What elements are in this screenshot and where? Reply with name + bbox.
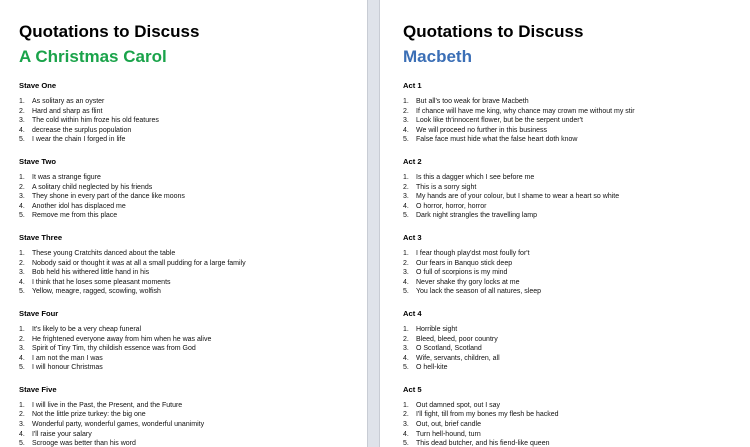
list-number: 2.: [19, 183, 25, 191]
quote-list: [19, 97, 367, 145]
quote-item: [403, 173, 750, 183]
quote-text: Out damned spot, out I say: [416, 401, 501, 409]
quote-item: [403, 268, 750, 278]
list-number: 2.: [403, 183, 409, 191]
list-number: 5.: [403, 212, 409, 220]
quote-text: Wife, servants, children, all: [416, 354, 500, 362]
list-number: 4.: [403, 202, 409, 210]
quote-item: [403, 430, 750, 440]
list-number: 5.: [19, 136, 25, 144]
quote-text: I am not the man I was: [32, 354, 103, 362]
quote-item: [19, 430, 367, 440]
quote-text: These young Cratchits danced about the table: [32, 249, 176, 257]
quote-text: If chance will have me king, why chance may crown me without my stir: [416, 107, 635, 115]
quote-item: [19, 107, 367, 117]
quote-text: O horror, horror, horror: [416, 202, 487, 210]
list-number: 5.: [19, 364, 25, 372]
list-number: 1.: [19, 249, 25, 257]
section-heading: Act 5: [403, 384, 422, 394]
quote-list: [403, 97, 750, 145]
list-number: 3.: [403, 117, 409, 125]
list-number: 2.: [19, 411, 25, 419]
list-number: 5.: [19, 288, 25, 296]
page-title: Quotations to Discuss: [19, 22, 200, 41]
section-heading: Stave Two: [19, 156, 56, 166]
quote-text: You lack the season of all natures, sleep: [416, 288, 542, 296]
quote-text: I will live in the Past, the Present, and the Future: [32, 401, 183, 409]
list-number: 1.: [403, 325, 409, 333]
list-number: 5.: [403, 364, 409, 372]
quote-item: [403, 126, 750, 136]
quote-item: [403, 116, 750, 126]
quote-text: I fear though play'dst most foully for't: [416, 249, 530, 257]
quote-text: They shone in every part of the dance like moons: [32, 193, 185, 201]
quote-text: But all's too weak for brave Macbeth: [416, 98, 529, 105]
quote-text: Remove me from this place: [32, 212, 118, 220]
section-heading: Act 4: [403, 308, 422, 318]
quote-item: [403, 192, 750, 202]
quote-text: False face must hide what the false heart doth know: [416, 136, 578, 144]
quote-text: Scrooge was better than his word: [32, 440, 136, 447]
quote-item: [403, 97, 750, 107]
list-number: 3.: [403, 193, 409, 201]
quote-item: [403, 410, 750, 420]
quote-item: [19, 363, 367, 373]
list-number: 3.: [19, 117, 25, 125]
list-number: 1.: [19, 173, 25, 181]
quote-text: Out, out, brief candle: [416, 421, 481, 429]
quote-sections: [403, 81, 750, 447]
list-number: 2.: [19, 259, 25, 267]
quote-text: It's likely to be a very cheap funeral: [32, 325, 142, 333]
quote-section: [403, 309, 750, 373]
quote-item: [403, 420, 750, 430]
quote-item: [19, 126, 367, 136]
quote-text: Spirit of Tiny Tim, thy childish essence was from God: [32, 345, 196, 353]
quote-text: decrease the surplus population: [32, 126, 132, 134]
quote-section: [19, 81, 367, 145]
quote-list: [19, 401, 367, 447]
quote-item: [403, 325, 750, 335]
quote-text: Our fears in Banquo stick deep: [416, 259, 513, 267]
quote-text: The cold within him froze his old features: [32, 117, 159, 125]
quote-item: [19, 249, 367, 259]
list-number: 2.: [403, 259, 409, 267]
quote-list: [403, 173, 750, 221]
document-page-left: [0, 0, 368, 447]
quote-item: [19, 259, 367, 269]
quote-sections: [19, 81, 367, 447]
list-number: 1.: [403, 173, 409, 181]
list-number: 2.: [403, 107, 409, 115]
list-number: 2.: [19, 107, 25, 115]
list-number: 1.: [403, 249, 409, 257]
quote-item: [403, 211, 750, 221]
list-number: 5.: [403, 288, 409, 296]
section-heading: Act 3: [403, 232, 422, 242]
list-number: 4.: [403, 278, 409, 286]
quote-item: [403, 107, 750, 117]
quote-item: [403, 344, 750, 354]
quote-text: O hell-kite: [416, 364, 448, 372]
quote-item: [19, 439, 367, 447]
section-heading: Stave Five: [19, 384, 57, 394]
quote-item: [403, 278, 750, 288]
list-number: 4.: [19, 126, 25, 134]
quote-list: [19, 249, 367, 297]
quote-item: [19, 202, 367, 212]
list-number: 3.: [19, 345, 25, 353]
quote-item: [19, 211, 367, 221]
list-number: 3.: [403, 345, 409, 353]
quote-text: O Scotland, Scotland: [416, 345, 482, 353]
quote-text: O full of scorpions is my mind: [416, 269, 508, 277]
quote-list: [403, 249, 750, 297]
quote-text: Turn hell-hound, turn: [416, 430, 481, 438]
quote-item: [19, 278, 367, 288]
quote-text: Another idol has displaced me: [32, 202, 126, 210]
quote-text: My hands are of your colour, but I shame to wear a heart so white: [416, 193, 620, 201]
quote-list: [403, 401, 750, 447]
section-heading: Stave One: [19, 81, 57, 90]
quote-item: [403, 354, 750, 364]
quote-item: [403, 287, 750, 297]
list-number: 3.: [403, 269, 409, 277]
quote-item: [403, 401, 750, 411]
list-number: 4.: [403, 354, 409, 362]
book-title: A Christmas Carol: [19, 47, 167, 66]
quote-item: [19, 354, 367, 364]
list-number: 4.: [19, 202, 25, 210]
list-number: 4.: [19, 278, 25, 286]
quote-section: [403, 385, 750, 447]
quote-text: Not the little prize turkey: the big one: [32, 411, 146, 419]
quote-item: [403, 335, 750, 345]
quote-item: [19, 135, 367, 145]
quote-section: [403, 157, 750, 221]
quote-section: [19, 309, 367, 373]
quote-text: Dark night strangles the travelling lamp: [416, 212, 538, 220]
section-heading: Stave Three: [19, 232, 63, 242]
list-number: 2.: [403, 335, 409, 343]
quote-item: [19, 192, 367, 202]
quote-text: Bob held his withered little hand in his: [32, 269, 150, 277]
quote-item: [19, 287, 367, 297]
list-number: 3.: [19, 421, 25, 429]
quote-item: [403, 249, 750, 259]
quote-list: [403, 325, 750, 373]
list-number: 2.: [403, 411, 409, 419]
section-heading: Act 1: [403, 81, 422, 90]
quote-item: [403, 183, 750, 193]
quote-text: Wonderful party, wonderful games, wonderful unanimity: [32, 421, 205, 429]
quote-list: [19, 173, 367, 221]
quote-item: [403, 439, 750, 447]
quote-list: [19, 325, 367, 373]
quote-text: I'll fight, till from my bones my flesh be hacked: [416, 411, 559, 419]
quote-item: [19, 325, 367, 335]
quote-text: He frightened everyone away from him when he was alive: [32, 335, 212, 343]
quote-item: [19, 183, 367, 193]
quote-text: We will proceed no further in this business: [416, 126, 547, 134]
quote-item: [19, 410, 367, 420]
quote-text: Look like th'innocent flower, but be the serpent under't: [416, 117, 583, 125]
list-number: 1.: [19, 325, 25, 333]
list-number: 2.: [19, 335, 25, 343]
quote-text: It was a strange figure: [32, 173, 101, 181]
quote-item: [19, 344, 367, 354]
quote-text: As solitary as an oyster: [32, 98, 105, 105]
quote-text: I'll raise your salary: [32, 430, 92, 438]
quote-item: [19, 420, 367, 430]
quote-text: Is this a dagger which I see before me: [416, 173, 535, 181]
quote-text: Horrible sight: [416, 325, 458, 333]
list-number: 3.: [19, 193, 25, 201]
list-number: 4.: [19, 354, 25, 362]
quote-text: This is a sorry sight: [416, 183, 477, 191]
quote-text: Nobody said or thought it was at all a small pudding for a large family: [32, 259, 246, 267]
quote-item: [403, 259, 750, 269]
quote-text: Never shake thy gory locks at me: [416, 278, 520, 286]
quote-text: I will honour Christmas: [32, 364, 103, 372]
quote-text: A solitary child neglected by his friends: [32, 183, 153, 191]
list-number: 1.: [19, 98, 25, 105]
quote-section: [19, 233, 367, 297]
list-number: 3.: [19, 269, 25, 277]
quote-item: [403, 363, 750, 373]
section-heading: Stave Four: [19, 308, 59, 318]
quote-item: [403, 135, 750, 145]
document-page-right: [379, 0, 750, 447]
list-number: 1.: [403, 98, 409, 105]
list-number: 4.: [403, 126, 409, 134]
list-number: 5.: [403, 136, 409, 144]
page-title: Quotations to Discuss: [403, 22, 584, 41]
quote-text: Bleed, bleed, poor country: [416, 335, 498, 343]
list-number: 5.: [19, 440, 25, 447]
quote-item: [19, 335, 367, 345]
quote-item: [403, 202, 750, 212]
quote-item: [19, 173, 367, 183]
quote-item: [19, 97, 367, 107]
list-number: 4.: [403, 430, 409, 438]
quote-item: [19, 401, 367, 411]
list-number: 1.: [403, 401, 409, 409]
play-title: Macbeth: [403, 47, 472, 66]
quote-text: I think that he loses some pleasant moments: [32, 278, 171, 286]
quote-text: Hard and sharp as flint: [32, 107, 103, 115]
section-heading: Act 2: [403, 156, 422, 166]
quote-section: [19, 157, 367, 221]
quote-section: [19, 385, 367, 447]
list-number: 1.: [19, 401, 25, 409]
quote-section: [403, 81, 750, 145]
list-number: 5.: [403, 440, 409, 447]
list-number: 5.: [19, 212, 25, 220]
list-number: 3.: [403, 421, 409, 429]
quote-text: This dead butcher, and his fiend-like queen: [416, 440, 550, 447]
quote-text: I wear the chain I forged in life: [32, 136, 126, 144]
quote-text: Yellow, meagre, ragged, scowling, wolfish: [32, 288, 161, 296]
list-number: 4.: [19, 430, 25, 438]
quote-item: [19, 268, 367, 278]
quote-item: [19, 116, 367, 126]
quote-section: [403, 233, 750, 297]
